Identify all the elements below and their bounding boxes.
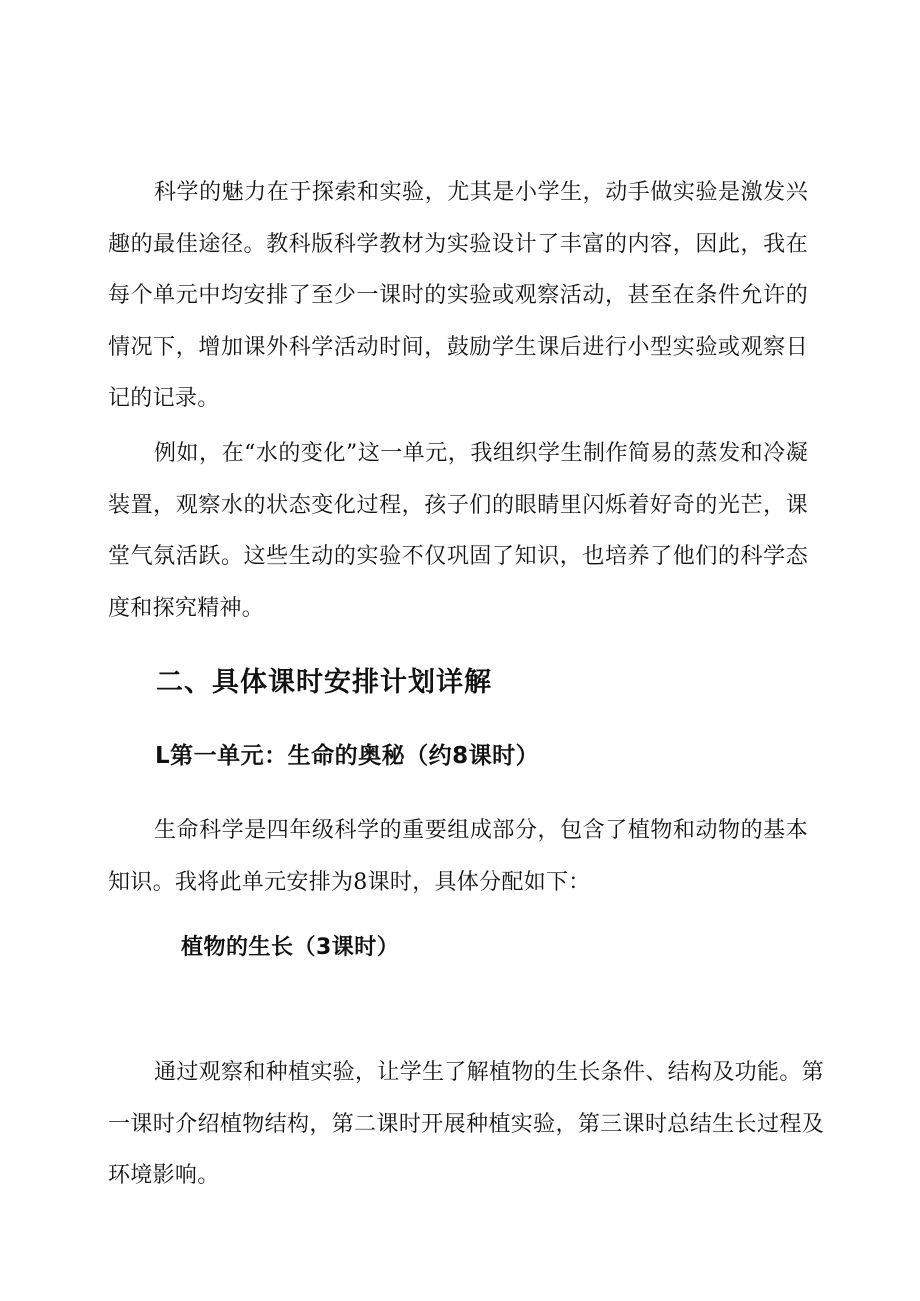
- subsection-body-paragraph: 通过观察和种植实验，让学生了解植物的生长条件、结构及功能。第一课时介绍植物结构，第二课时开展种植实验，第三课时总结生长过程及环境影响。: [108, 1060, 824, 1188]
- subsection-heading: 植物的生长（3课时）: [181, 935, 400, 960]
- body-paragraph: 科学的魅力在于探索和实验，尤其是小学生，动手做实验是激发兴趣的最佳途径。教科版科学教材为实验设计了丰富的内容，因此，我在每个单元中均安排了至少一课时的实验或观察活动，甚至在条件允许的情况下，增加课外科学活动时间，鼓励学生课后进行小型实验或观察日记的记录。: [108, 180, 808, 411]
- body-paragraph: 例如，在“水的变化”这一单元，我组织学生制作简易的蒸发和冷凝装置，观察水的状态变化过程，孩子们的眼睛里闪烁着好奇的光芒，课堂气氛活跃。这些生动的实验不仅巩固了知识，也培养了他们的科学态度和探究精神。: [108, 441, 808, 621]
- section-heading: 二、具体课时安排计划详解: [156, 667, 492, 698]
- unit-heading: L第一单元：生命的奥秘（约8课时）: [155, 743, 540, 769]
- unit-intro-paragraph: 生命科学是四年级科学的重要组成部分，包含了植物和动物的基本知识。我将此单元安排为8课时，具体分配如下：: [108, 818, 808, 895]
